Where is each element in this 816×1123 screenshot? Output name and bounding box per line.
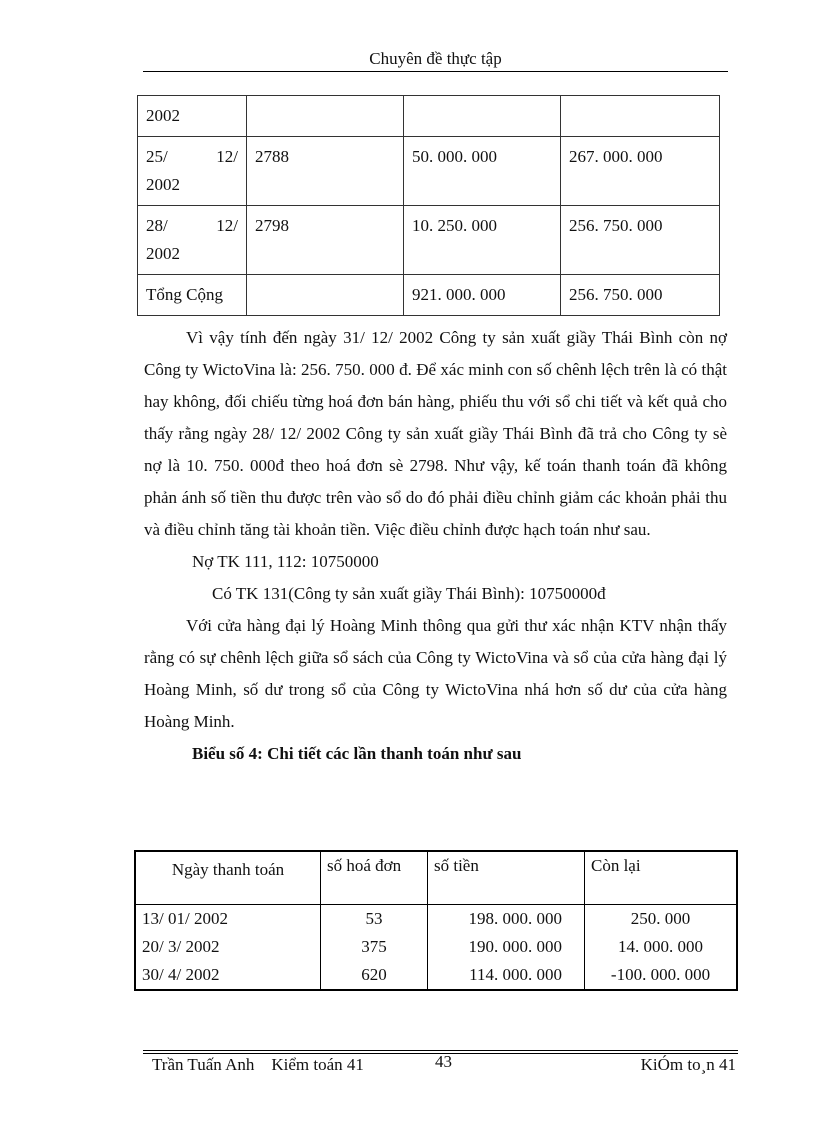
invoice-cell: 53 xyxy=(321,905,428,934)
page-header-title: Chuyên đề thực tập xyxy=(369,49,502,68)
remaining-cell: -100. 000. 000 xyxy=(585,961,738,990)
footer-author: Trần Tuấn Anh Kiểm toán 41 xyxy=(152,1055,364,1074)
column-header: Còn lại xyxy=(585,851,738,905)
total-balance: 256. 750. 000 xyxy=(561,275,720,316)
amount-cell: 10. 250. 000 xyxy=(404,206,561,275)
invoice-cell xyxy=(247,96,404,137)
total-label: Tổng Cộng xyxy=(138,275,247,316)
invoice-cell xyxy=(247,275,404,316)
table-caption: Biểu số 4: Chi tiết các lần thanh toán như sau xyxy=(192,744,522,763)
remaining-cell: 14. 000. 000 xyxy=(585,933,738,961)
table-total-row xyxy=(138,275,720,316)
page-footer xyxy=(152,1052,738,1077)
journal-entry-debit: Nợ TK 111, 112: 10750000 xyxy=(192,552,379,571)
date-cell: 30/ 4/ 2002 xyxy=(142,965,220,984)
date-cell: 2002 xyxy=(138,96,247,137)
amount-cell: 50. 000. 000 xyxy=(404,137,561,206)
table-row xyxy=(135,905,737,934)
column-header: Ngày thanh toán xyxy=(135,851,321,905)
table-row xyxy=(138,206,720,275)
date-cell: 13/ 01/ 2002 xyxy=(142,909,228,928)
payment-details-table xyxy=(134,850,738,991)
balance-cell: 267. 000. 000 xyxy=(561,137,720,206)
invoice-cell: 620 xyxy=(321,961,428,990)
table-row xyxy=(138,137,720,206)
header-rule xyxy=(143,71,728,72)
remaining-cell: 250. 000 xyxy=(585,905,738,934)
paragraph: Vì vậy tính đến ngày 31/ 12/ 2002 Công ty sản xuất giầy Thái Bình còn nợ Công ty WictoVina là: 256. 750. 000 đ. Để xác minh con số chênh lệch trên là có thật hay không, đối chiếu từng hoá đơn bán hàng, phiếu thu với sổ chi tiết và kết quả cho thấy rằng ngày 28/ 12/ 2002 Công ty sản xuất giầy Thái Bình đã trả cho Công ty sè nợ là 10. 750. 000đ theo hoá đơn sè 2798. Như vậy, kế toán thanh toán đã không phản ánh số tiền thu được trên vào sổ do đó phải điều chỉnh giảm các khoản phải thu và điều chỉnh tăng tài khoản tiền. Việc điều chỉnh được hạch toán như sau. xyxy=(144,328,727,539)
invoice-cell: 375 xyxy=(321,933,428,961)
date-cell: 25/ 12/ 2002 xyxy=(138,137,247,206)
balance-cell xyxy=(561,96,720,137)
column-header: số tiền xyxy=(428,851,585,905)
amount-cell: 114. 000. 000 xyxy=(428,961,585,990)
footer-rule xyxy=(143,1050,738,1051)
balance-cell: 256. 750. 000 xyxy=(561,206,720,275)
payment-table xyxy=(137,95,720,316)
table-row xyxy=(135,961,737,990)
amount-cell: 198. 000. 000 xyxy=(428,905,585,934)
date-cell: 28/ 12/ 2002 xyxy=(138,206,247,275)
invoice-cell: 2798 xyxy=(247,206,404,275)
table-row xyxy=(135,933,737,961)
footer-right: KiÓm to¸n 41 xyxy=(640,1055,736,1074)
date-cell: 20/ 3/ 2002 xyxy=(142,937,220,956)
table-header-row xyxy=(135,851,737,905)
invoice-cell: 2788 xyxy=(247,137,404,206)
amount-cell xyxy=(404,96,561,137)
paragraph: Với cửa hàng đại lý Hoàng Minh thông qua gửi thư xác nhận KTV nhận thấy rằng có sự chênh lệch giữa sổ sách của Công ty WictoVina và sổ của cửa hàng đại lý Hoàng Minh, số dư trong sổ của Công ty WictoVina nhá hơn số dư của cửa hàng Hoàng Minh. xyxy=(144,616,727,731)
table-row xyxy=(138,96,720,137)
body-text xyxy=(144,322,727,770)
journal-entry-credit: Có TK 131(Công ty sản xuất giầy Thái Bình): 10750000đ xyxy=(212,584,606,603)
total-amount: 921. 000. 000 xyxy=(404,275,561,316)
column-header: số hoá đơn xyxy=(321,851,428,905)
page-number: 43 xyxy=(435,1052,452,1071)
amount-cell: 190. 000. 000 xyxy=(428,933,585,961)
